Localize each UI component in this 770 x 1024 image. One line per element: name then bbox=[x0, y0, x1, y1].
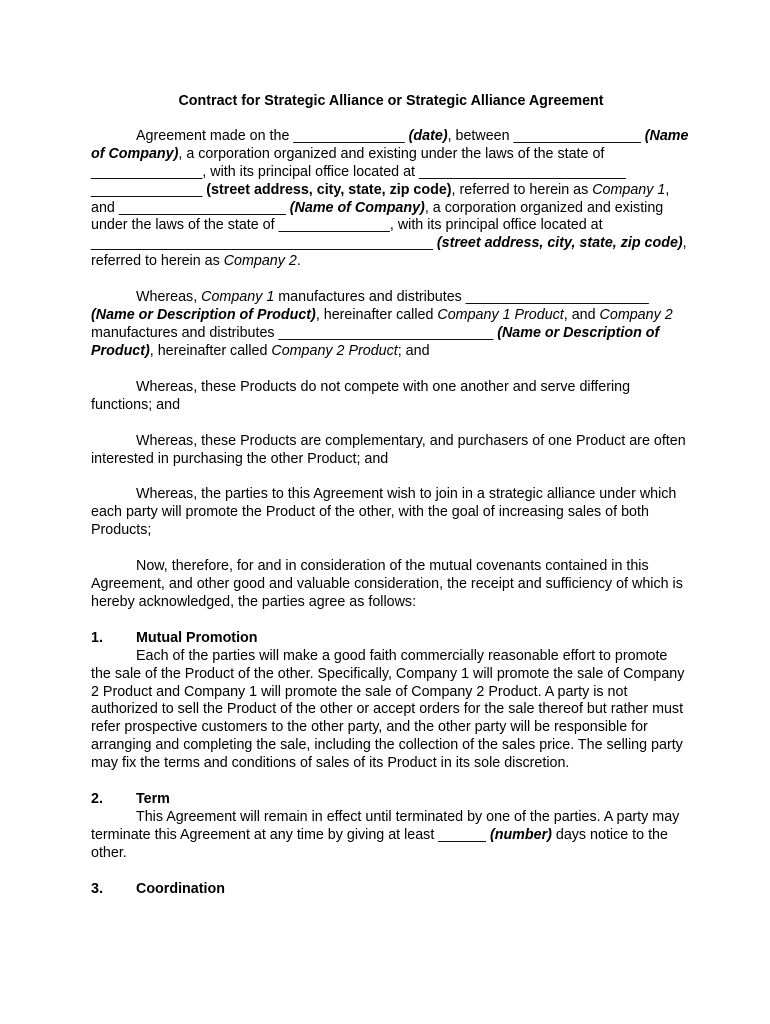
section-number: 3. bbox=[91, 880, 103, 897]
intro-date-placeholder: (date) bbox=[408, 127, 448, 144]
whereas-text: , and bbox=[563, 307, 600, 324]
whereas-text: , hereinafter called bbox=[149, 342, 272, 359]
whereas-product-placeholder: (Name or Description of Product) bbox=[91, 307, 316, 324]
whereas-text: Whereas, bbox=[136, 289, 202, 306]
section-title: Term bbox=[136, 791, 170, 808]
whereas-company2-label: Company 2 bbox=[599, 307, 673, 324]
intro-text: , a corporation organized and existing under the laws of the state of ______________, with its principal office located at ___________________________________________ bbox=[91, 199, 664, 252]
section-heading-1 bbox=[91, 630, 691, 648]
intro-text: Agreement made on the ______________ bbox=[136, 127, 409, 144]
section-number: 2. bbox=[91, 791, 103, 808]
intro-company1-label: Company 1 bbox=[592, 181, 666, 198]
whereas-company1-product-label: Company 1 Product bbox=[437, 307, 564, 324]
document-page bbox=[91, 93, 691, 899]
intro-company-name-placeholder: (Name of Company) bbox=[289, 199, 425, 216]
section-number-placeholder: (number) bbox=[489, 826, 552, 843]
section-number: 1. bbox=[91, 629, 103, 646]
intro-text: . bbox=[296, 253, 301, 270]
whereas-text: ; and bbox=[397, 342, 430, 359]
section-text: days notice to the other. bbox=[91, 826, 668, 861]
whereas-paragraph-1 bbox=[91, 289, 691, 361]
whereas-paragraph-3: Whereas, these Products are complementary, and purchasers of one Product are often interested in purchasing the other Product; and bbox=[91, 432, 686, 467]
intro-address-placeholder: (street address, city, state, zip code) bbox=[206, 181, 452, 198]
section-heading-3 bbox=[91, 881, 691, 899]
now-therefore-paragraph: Now, therefore, for and in consideration of the mutual covenants contained in this Agreement, and other good and valuable consideration, the receipt and sufficiency of which is hereby acknowledged, the parties agree as follows: bbox=[91, 558, 683, 610]
whereas-text: , hereinafter called bbox=[315, 307, 438, 324]
section-heading-2 bbox=[91, 791, 691, 809]
intro-company-name-placeholder: (Name of Company) bbox=[91, 127, 689, 162]
intro-text: , between ________________ bbox=[447, 127, 645, 144]
section-text: This Agreement will remain in effect until terminated by one of the parties. A party may terminate this Agreement at any time by giving at least ______ bbox=[91, 809, 680, 843]
intro-text: , referred to herein as bbox=[451, 181, 593, 198]
whereas-company1-label: Company 1 bbox=[201, 289, 275, 306]
intro-text: , referred to herein as bbox=[91, 235, 687, 270]
whereas-paragraph-4: Whereas, the parties to this Agreement wish to join in a strategic alliance under which each party will promote the Product of the other, with the goal of increasing sales of both Products; bbox=[91, 486, 677, 539]
whereas-text: manufactures and distributes _______________________ bbox=[274, 289, 649, 306]
intro-address-placeholder: (street address, city, state, zip code) bbox=[436, 235, 683, 252]
whereas-text: manufactures and distributes ___________________________ bbox=[91, 324, 498, 341]
document-title: Contract for Strategic Alliance or Strategic Alliance Agreement bbox=[178, 93, 604, 109]
intro-company2-label: Company 2 bbox=[223, 253, 297, 270]
whereas-company2-product-label: Company 2 Product bbox=[271, 342, 398, 359]
section-title: Coordination bbox=[136, 880, 225, 897]
section-title: Mutual Promotion bbox=[136, 629, 258, 646]
whereas-product-placeholder: (Name or Description of Product) bbox=[91, 324, 660, 359]
whereas-paragraph-2: Whereas, these Products do not compete with one another and serve differing functions; and bbox=[91, 378, 631, 413]
section-body-1: Each of the parties will make a good faith commercially reasonable effort to promote the sale of the Product of the other. Specifically, Company 1 will promote the sale of Company 2 Product and Company 1 will promote the sale of Company 2 Product. A party is not authorized to sell the Product of the other or accept orders for the sale thereof but rather must refer prospective customers to the other party, and the other party will be responsible for arranging and completing the sale, including the collection of the sales price. The selling party may fix the terms and conditions of sales of its Product in its sole discretion. bbox=[91, 647, 685, 772]
intro-text: , and _____________________ bbox=[91, 181, 670, 216]
intro-text: , a corporation organized and existing under the laws of the state of ______________, with its principal office located at __________________________ ______________ bbox=[91, 145, 626, 198]
section-body-2 bbox=[91, 809, 691, 863]
intro-paragraph bbox=[91, 128, 691, 271]
